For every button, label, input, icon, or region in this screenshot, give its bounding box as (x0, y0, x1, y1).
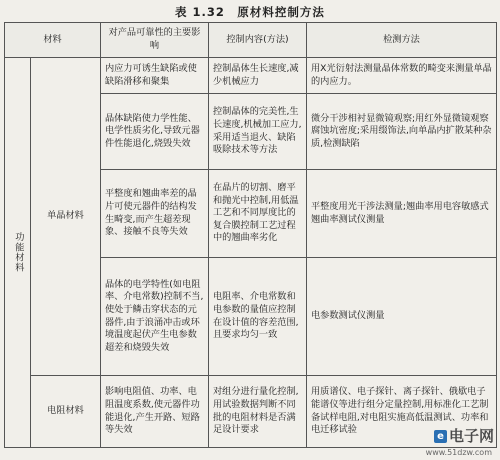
impact-cell: 影响电阻值、功率、电阻温度系数,使元器件功能退化,产生开路、短路等失效 (101, 376, 209, 448)
control-cell: 在晶片的切割、磨平和抛光中控制,用低温工艺和不同厚度比的复合膜控制工艺过程中的翘曲率劣化 (209, 170, 307, 258)
control-cell: 控制晶体生长速度,减少机械应力 (209, 58, 307, 94)
watermark-brand: 电子网 (448, 427, 494, 445)
impact-cell: 晶体的电学特性(如电阻率、介电常数)控制不当,使处于鳞击穿状态的元器件,由于浪涌冲击或环境温度起伏产生电参数超差和烧毁失效 (101, 258, 209, 376)
inspection-cell: 平整度用光干涉法测量;翘曲率用电容敏感式翘曲率测试仪测量 (307, 170, 497, 258)
group-resistor-materials: 电阻材料 (31, 376, 101, 448)
header-row (5, 23, 497, 58)
header-inspection: 检测方法 (307, 23, 497, 58)
control-cell: 对组分进行量化控制,用试验数据判断不同批的电阻材料是否满足设计要求 (209, 376, 307, 448)
control-cell: 控制晶体的完美性,生长速度,机械加工应力,采用适当退火、缺陷吸除技术等方法 (209, 94, 307, 170)
header-impact: 对产品可靠性的主要影响 (101, 23, 209, 58)
header-material: 材料 (5, 23, 101, 58)
inspection-cell: 微分干涉相衬显微镜观察;用红外显微镜观察腐蚀坑密度;采用缀饰法,向单晶内扩散某种杂质,检测缺陷 (307, 94, 497, 170)
table-row (5, 376, 497, 448)
table-title: 表 1.32 原材料控制方法 (175, 5, 325, 19)
inspection-cell: 电参数测试仪测量 (307, 258, 497, 376)
table-row (5, 58, 497, 94)
impact-cell: 晶体缺陷使力学性能、电学性质劣化,导致元器件性能退化,烧毁失效 (101, 94, 209, 170)
group-functional-materials: 功能材料 (5, 58, 31, 448)
control-cell: 电阻率、介电常数和电参数的量值应控制在设计值的容差范围,且要求均匀一致 (209, 258, 307, 376)
header-control: 控制内容(方法) (209, 23, 307, 58)
raw-material-control-table (4, 22, 497, 448)
site-watermark (434, 425, 494, 446)
site-logo-icon: e (434, 430, 447, 443)
impact-cell: 平整度和翘曲率差的晶片可使元器件的结构发生畸变,而产生超差现象、接触不良等失效 (101, 170, 209, 258)
watermark-url: www.51dzw.com (425, 448, 492, 457)
inspection-cell: 用X光衍射法测量晶体常数的畸变来测量单晶的内应力。 (307, 58, 497, 94)
inspection-cell: 用质谱仪、电子探针、离子探针、俄歇电子能谱仪等进行组分定量控制,用标准化工艺制备试样电阻,对电阻实施高低温测试、功率和电迁移试验 (307, 376, 497, 448)
impact-cell: 内应力可诱生缺陷或使缺陷滑移和聚集 (101, 58, 209, 94)
group-single-crystal: 单晶材料 (31, 58, 101, 376)
